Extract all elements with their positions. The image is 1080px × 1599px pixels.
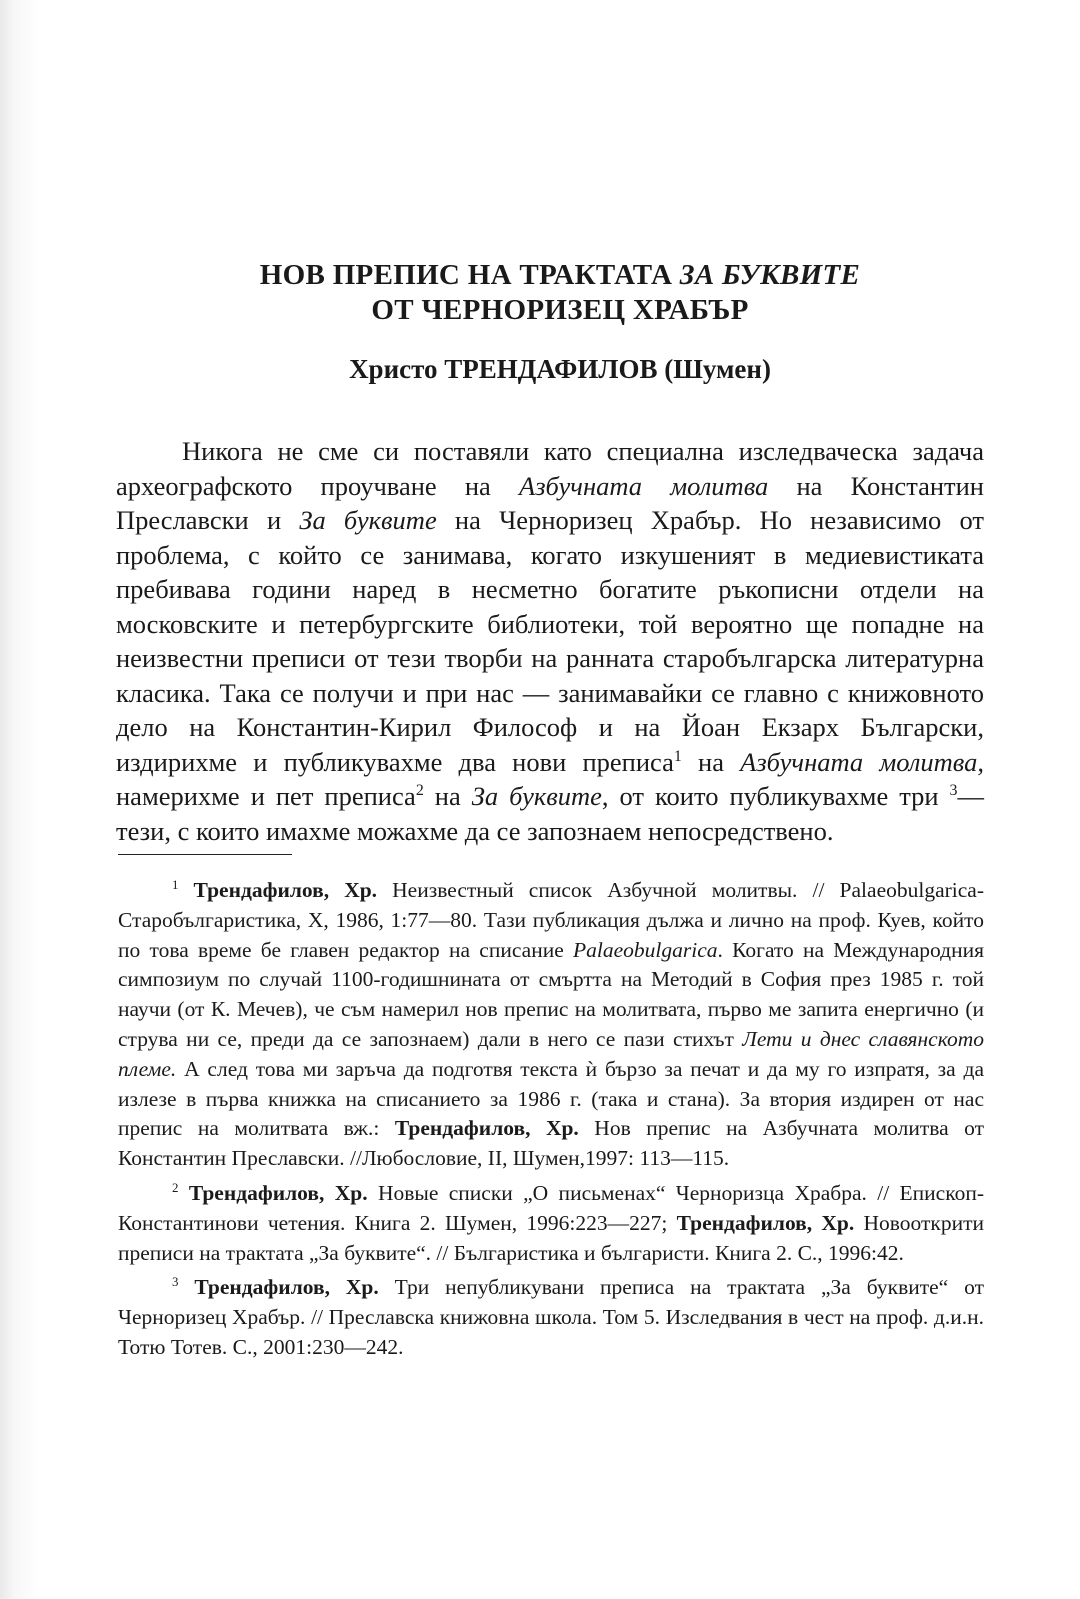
- title-line-1: НОВ ПРЕПИС НА ТРАКТАТА ЗА БУКВИТЕ: [259, 259, 861, 291]
- footnote-ref-2: 2: [415, 782, 424, 800]
- main-paragraph: Никога не сме си поставяли като специална изследваческа задача археографското проучване на Азбучната молитва на Константин Преславски и За буквите на Черноризец Храбър. Но независимо от проблема, с който се занимава, когато изкушеният в медиевистиката пребивава години наред в несметно богатите ръкописни отдели на московските и петербургските библиотеки, той вероятно ще попадне на неизвестни преписи от тези творби на ранната старобългарска литературна класика. Така се получи и при нас — занимавайки се главно с книжовното дело на Константин-Кирил Философ и на Йоан Екзарх Български, издирихме и публикувахме два нови преписа$^1$ на Азбучната молитва, намерихме и пет преписа$^2$ на За буквите, от които публикувахме три $^3$— тези, с които имахме можахме да се запознаем непосредствено.: [116, 436, 984, 846]
- footnotes: [118, 876, 984, 1368]
- footnote-3: $^3$ Трендафилов, Хр. Три непубликувани преписа на трактата „За буквите“ от Черноризец Храбър. // Преславска книжовна школа. Том 5. Изследвания в чест на проф. д.и.н. Тотю Тотев. С., 2001:230—242.: [118, 1275, 985, 1359]
- footnote-divider: [118, 854, 292, 855]
- author-line: Христо ТРЕНДАФИЛОВ (Шумен): [349, 354, 771, 384]
- title-line-2: ОТ ЧЕРНОРИЗЕЦ ХРАБЪР: [371, 294, 749, 326]
- footnote-1: $^1$ Трендафилов, Хр. Неизвестный список Азбучной молитвы. // Palaeobulgarica-Старобългаристика, X, 1986, 1:77—80. Тази публикация дължа и лично на проф. Куев, който по това време бе главен редактор на списание Palaeobulgarica. Когато на Международния симпозиум по случай 1100-годишнината от смъртта на Методий в София през 1985 г. той научи (от К. Мечев), че съм намерил нов препис на молитвата, първо ме запита енергично (и струва ни се, преди да се запознаем) дали в него се пази стихът Лети и днес славянското племе. А след това ми заръча да подготвя текста ѝ бързо за печат и да му го изпратя, за да излезе в първа книжка на списанието за 1986 г. (така и стана). За втория издирен от нас препис на молитвата вж.: Трендафилов, Хр. Нов препис на Азбучната молитва от Константин Преславски. //Любословие, II, Шумен,1997: 113—115.: [118, 877, 985, 1171]
- footnote-ref-3: 3: [949, 782, 958, 800]
- title-italic-work: ЗА БУКВИТЕ: [679, 259, 861, 291]
- footnote-ref-1: 1: [673, 747, 682, 765]
- article-title: [120, 258, 1000, 328]
- footnote-2: $^2$ Трендафилов, Хр. Новые списки „О письменах“ Черноризца Храбра. // Епископ-Константинови четения. Книга 2. Шумен, 1996:223—227; Трендафилов, Хр. Новооткрити преписи на трактата „За буквите“. // Българистика и българисти. Книга 2. С., 1996:42.: [118, 1180, 985, 1265]
